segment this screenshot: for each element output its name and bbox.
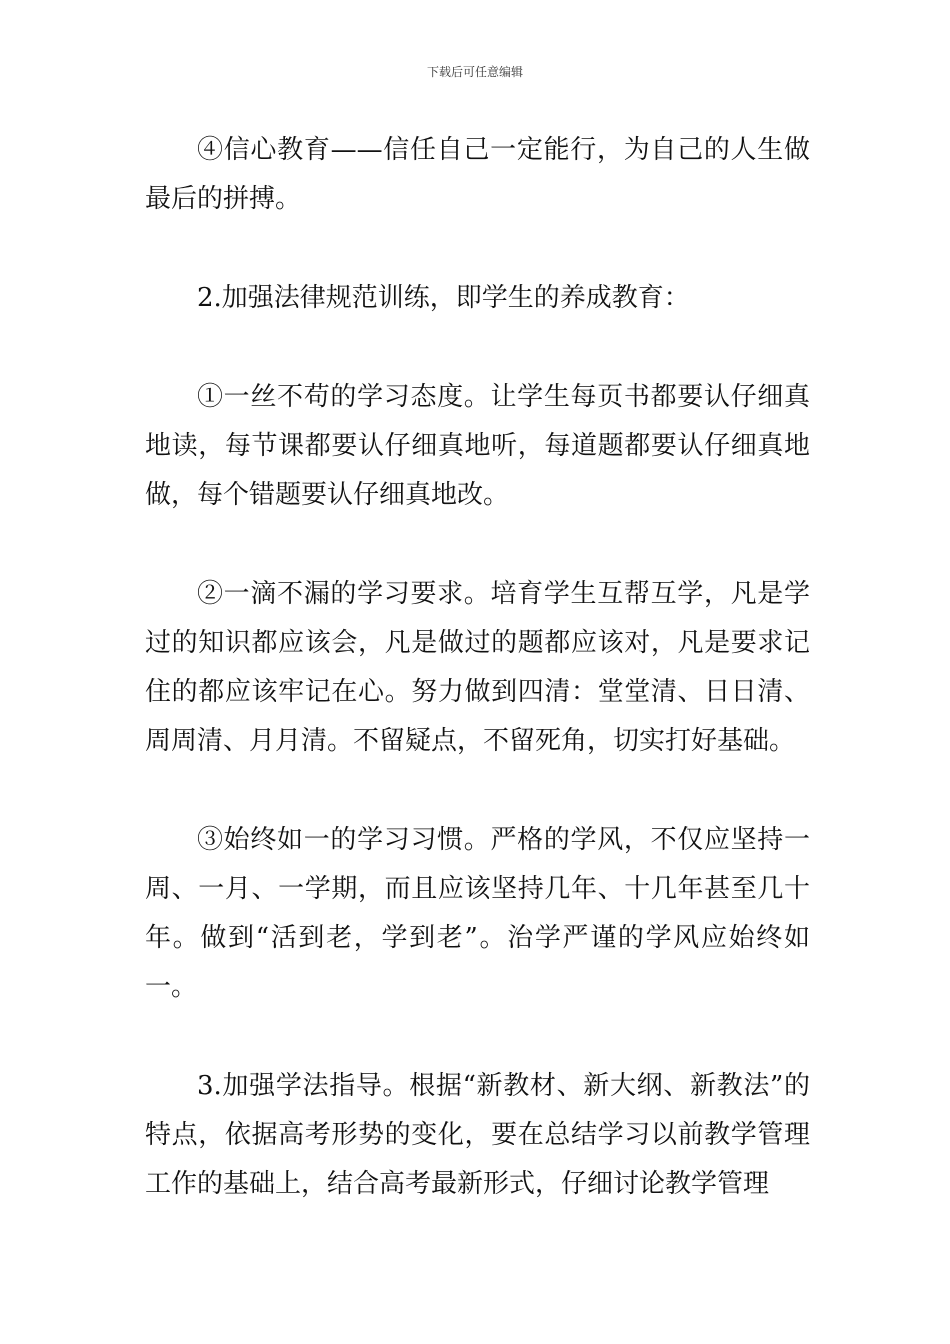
paragraph-consistent-habits: ③始终如一的学习习惯。严格的学风，不仅应坚持一周、一月、一学期，而且应该坚持几年、十几年甚至几十年。做到“活到老，学到老”。治学严谨的学风应始终如一。	[145, 825, 810, 1002]
paragraph-spacer	[145, 323, 810, 373]
paragraph-section-2-heading: 2.加强法律规范训练，即学生的养成教育：	[197, 283, 690, 313]
paragraph-meticulous-attitude: ①一丝不苟的学习态度。让学生每页书都要认仔细真地读，每节课都要认仔细真地听，每道题都要认仔细真地做，每个错题要认仔细真地改。	[145, 382, 810, 510]
paragraph-spacer	[145, 224, 810, 274]
document-body	[145, 126, 810, 1209]
paragraph-spacer	[145, 520, 810, 570]
page-header: 下载后可任意编辑	[426, 65, 523, 79]
paragraph-spacer	[145, 1012, 810, 1062]
paragraph-section-3-study-methods: 3.加强学法指导。根据“新教材、新大纲、新教法”的特点，依据高考形势的变化，要在总结学习以前教学管理工作的基础上，结合高考最新形式，仔细讨论教学管理	[145, 1071, 810, 1199]
paragraph-spacer	[145, 766, 810, 816]
paragraph-complete-requirements: ②一滴不漏的学习要求。培育学生互帮互学，凡是学过的知识都应该会，凡是做过的题都应该对，凡是要求记住的都应该牢记在心。努力做到四清：堂堂清、日日清、周周清、月月清。不留疑点，不留死角，切实打好基础。	[145, 579, 810, 756]
paragraph-confidence-education: ④信心教育——信任自己一定能行，为自己的人生做最后的拼搏。	[145, 135, 810, 214]
